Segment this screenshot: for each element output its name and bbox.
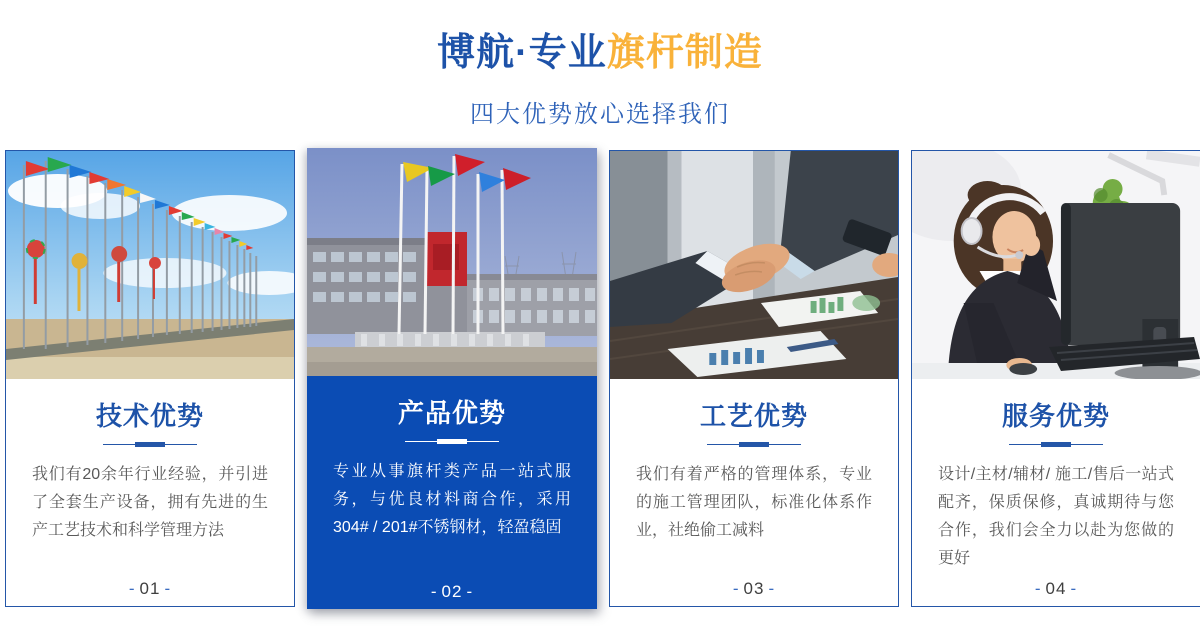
card-number [307,582,597,602]
section-header [0,0,1200,129]
customer-service-photo [912,151,1200,379]
title-divider [707,442,801,447]
advantage-cards [5,150,1200,609]
number-value: 03 [743,579,765,598]
card-description: 我们有20余年行业经验，并引进了全套生产设备，拥有先进的生产工艺技术和科学管理方法 [32,466,268,539]
card-number [610,579,898,599]
card-description: 设计/主材/辅材/ 施工/售后一站式配齐，保质保修，真诚期待与您合作，我们会全力以赴为您做的更好 [938,466,1174,567]
flags-plaza-photo [6,151,294,379]
card-product [307,148,597,609]
number-dash: - [466,582,474,601]
card-technology [5,150,295,607]
number-dash: - [1034,579,1042,598]
page-title [0,33,1200,75]
number-dash: - [128,579,136,598]
title-brand-text: 博航·专业 [437,32,607,74]
title-accent-text: 旗杆制造 [606,32,763,74]
title-divider [1009,442,1103,447]
card-title: 产品优势 [397,398,506,428]
factory-flagpoles-photo [307,148,597,376]
title-divider [103,442,197,447]
card-service [911,150,1200,607]
number-value: 01 [139,579,161,598]
title-divider [405,439,499,444]
card-craft [609,150,899,607]
number-dash: - [732,579,740,598]
number-value: 02 [441,582,463,601]
number-dash: - [164,579,172,598]
number-dash: - [768,579,776,598]
card-description: 专业从事旗杆类产品一站式服务，与优良材料商合作，采用304# / 201#不锈钢材，轻盈稳固 [333,463,571,536]
card-description: 我们有着严格的管理体系，专业的施工管理团队，标准化体系作业，社绝偷工减料 [636,466,872,539]
page-subtitle: 四大优势放心选择我们 [470,100,730,128]
number-dash: - [1070,579,1078,598]
card-number [6,579,294,599]
card-number [912,579,1200,599]
number-dash: - [430,582,438,601]
card-title: 服务优势 [1001,401,1110,431]
business-handshake-photo [610,151,898,379]
card-title: 工艺优势 [699,401,808,431]
number-value: 04 [1045,579,1067,598]
card-title: 技术优势 [95,401,204,431]
